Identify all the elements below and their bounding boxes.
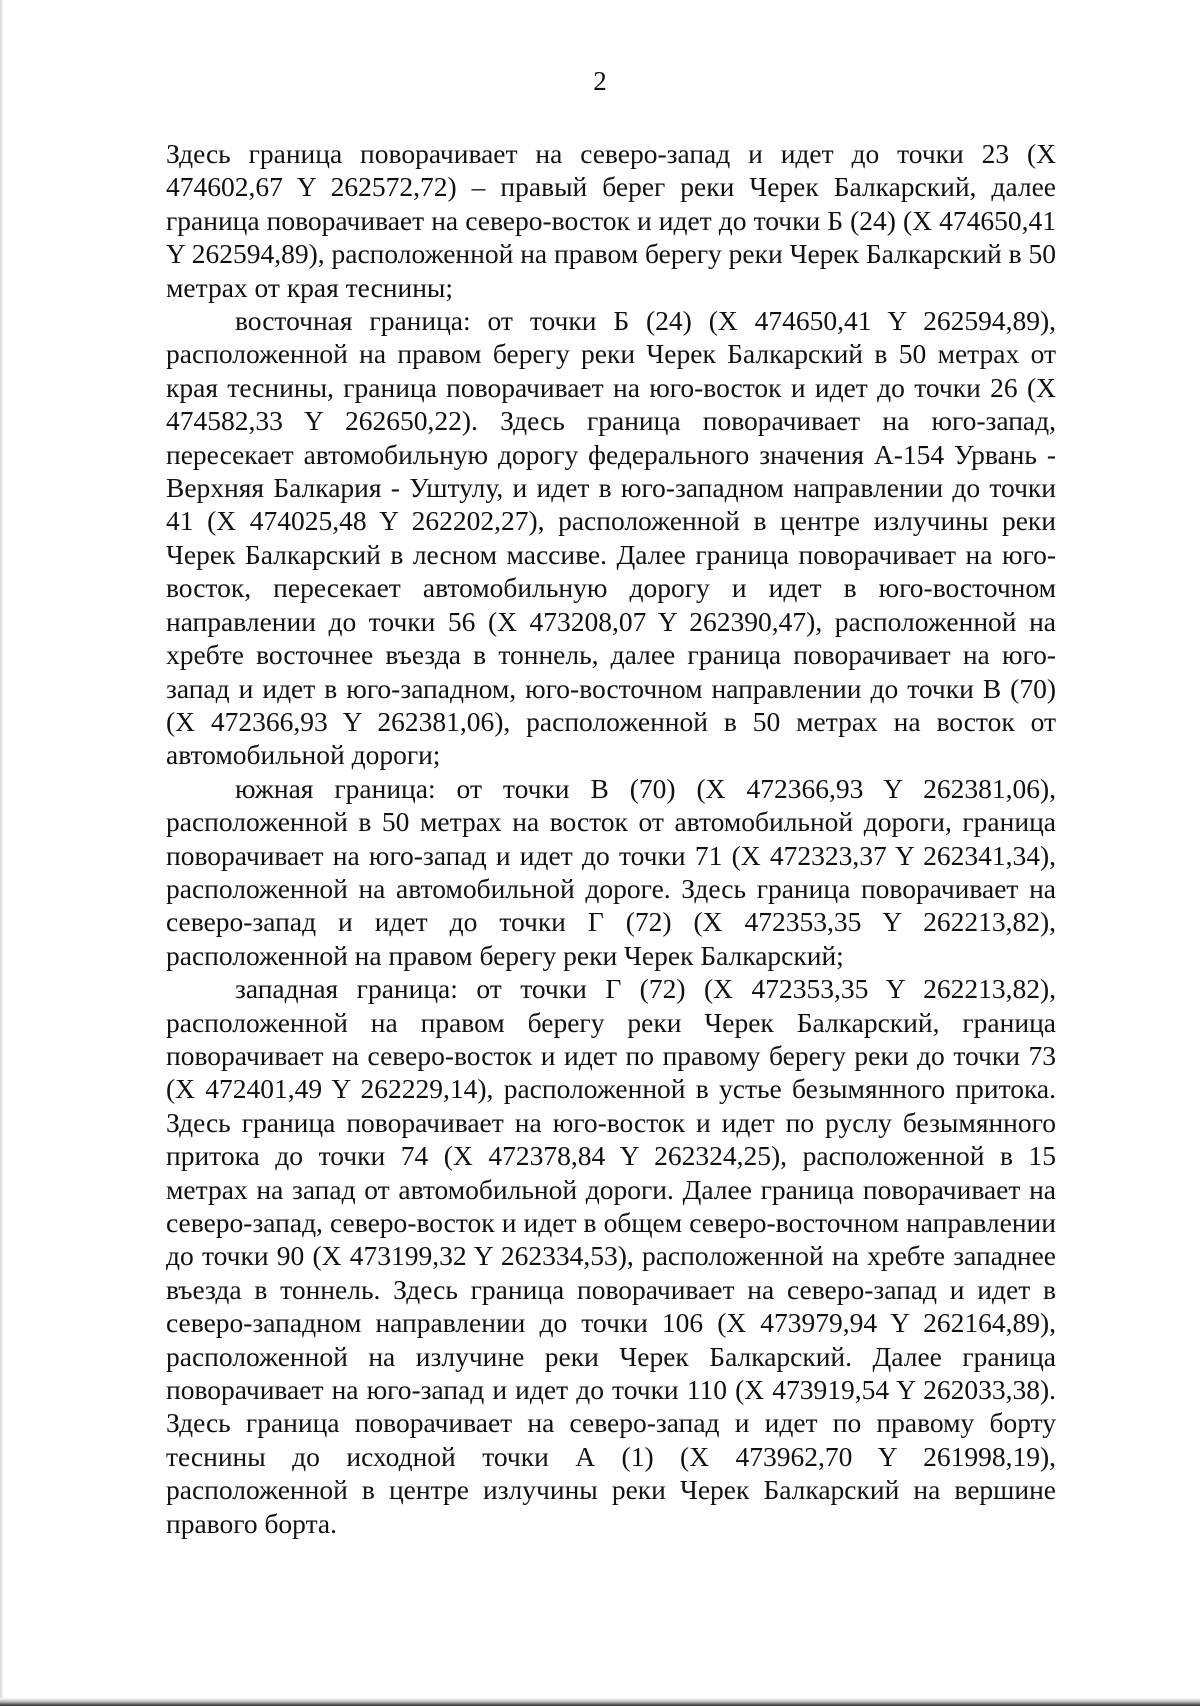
paragraph-southern-border: южная граница: от точки В (70) (X 472366,93 Y 262381,06), расположенной в 50 метрах на восток от автомобильной дороги, граница поворачивает на юго-запад и идет до точки 71 (X 472323,37 Y 262341,34), расположенной на автомобильной дороге. Здесь граница поворачивает на северо-запад и идет до точки Г (72) (X 472353,35 Y 262213,82), расположенной на правом берегу реки Черек Балкарский; <box>166 772 1056 971</box>
paragraph-eastern-border: восточная граница: от точки Б (24) (X 474650,41 Y 262594,89), расположенной на правом берегу реки Черек Балкарский в 50 метрах от края теснины, граница поворачивает на юго-восток и идет до точки 26 (X 474582,33 Y 262650,22). Здесь граница поворачивает на юго-запад, пересекает автомобильную дорогу федерального значения А-154 Урвань - Верхняя Балкария - Уштулу, и идет в юго-западном направлении до точки 41 (X 474025,48 Y 262202,27), расположенной в центре излучины реки Черек Балкарский в лесном массиве. Далее граница поворачивает на юго-восток, пересекает автомобильную дорогу и идет в юго-восточном направлении до точки 56 (X 473208,07 Y 262390,47), расположенной на хребте восточнее въезда в тоннель, далее граница поворачивает на юго-запад и идет в юго-западном, юго-восточном направлении до точки В (70) (X 472366,93 Y 262381,06), расположенной в 50 метрах на восток от автомобильной дороги; <box>166 305 1056 771</box>
page-number: 2 <box>593 66 607 96</box>
document-body <box>166 137 1056 1540</box>
scan-edge-bottom <box>0 1698 1200 1706</box>
paragraph-intro: Здесь граница поворачивает на северо-запад и идет до точки 23 (X 474602,67 Y 262572,72) – правый берег реки Черек Балкарский, далее граница поворачивает на северо-восток и идет до точки Б (24) (X 474650,41 Y 262594,89), расположенной на правом берегу реки Черек Балкарский в 50 метрах от края теснины; <box>166 138 1056 303</box>
scan-edge-left <box>0 0 4 1706</box>
paragraph-western-border: западная граница: от точки Г (72) (X 472353,35 Y 262213,82), расположенной на правом берегу реки Черек Балкарский, граница поворачивает на северо-восток и идет по правому берегу реки до точки 73 (X 472401,49 Y 262229,14), расположенной в устье безымянного притока. Здесь граница поворачивает на юго-восток и идет по руслу безымянного притока до точки 74 (X 472378,84 Y 262324,25), расположенной в 15 метрах на запад от автомобильной дороги. Далее граница поворачивает на северо-запад, северо-восток и идет в общем северо-восточном направлении до точки 90 (X 473199,32 Y 262334,53), расположенной на хребте западнее въезда в тоннель. Здесь граница поворачивает на северо-запад и идет в северо-западном направлении до точки 106 (X 473979,94 Y 262164,89), расположенной на излучине реки Черек Балкарский. Далее граница поворачивает на юго-запад и идет до точки 110 (X 473919,54 Y 262033,38). Здесь граница поворачивает на северо-запад и идет по правому борту теснины до исходной точки А (1) (X 473962,70 Y 261998,19), расположенной в центре излучины реки Черек Балкарский на вершине правого борта. <box>166 973 1056 1539</box>
